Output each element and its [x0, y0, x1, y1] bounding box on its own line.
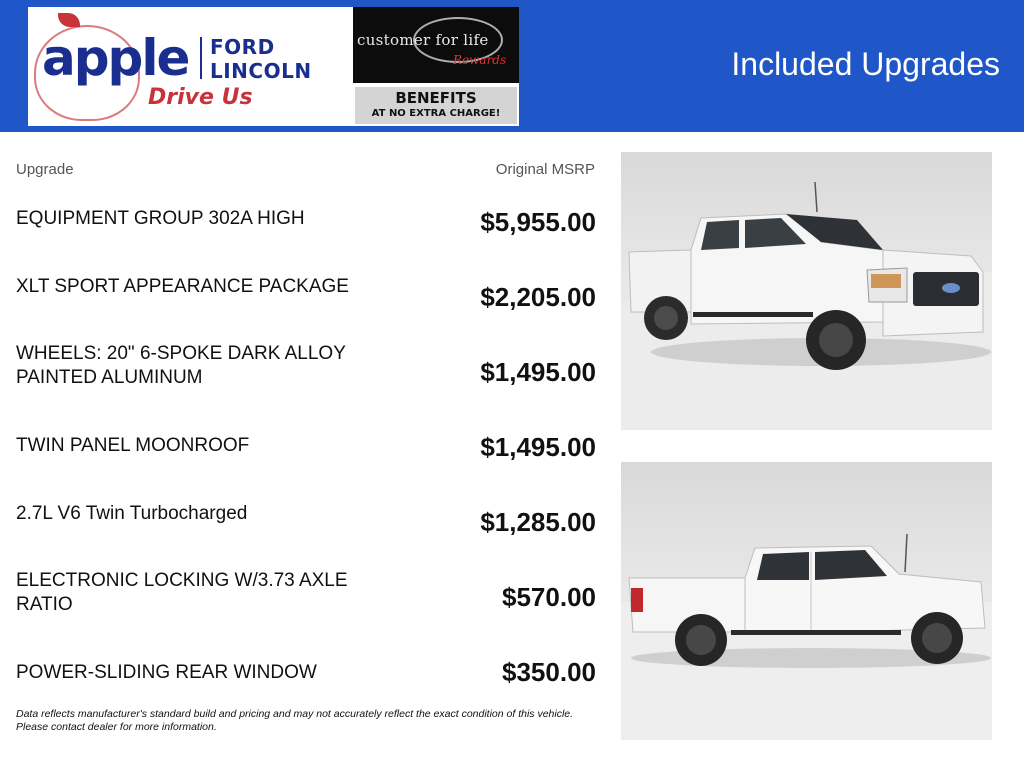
upgrade-row-name: EQUIPMENT GROUP 302A HIGH	[16, 208, 305, 229]
logo-dealer-lines	[210, 35, 312, 83]
cfl-badge-title: customer for life	[357, 31, 489, 49]
cfl-benefits-label: BENEFITS	[395, 89, 477, 107]
customer-for-life-badge	[353, 7, 519, 126]
logo-dealer-line-ford: FORD	[210, 35, 275, 59]
column-header-upgrade: Upgrade	[16, 161, 74, 178]
upgrade-row-price: $5,955.00	[480, 207, 596, 237]
upgrade-row-price: $2,205.00	[480, 282, 596, 312]
disclaimer	[16, 708, 606, 734]
cfl-badge-top	[353, 7, 519, 83]
column-header-msrp: Original MSRP	[495, 161, 595, 178]
cfl-extra-label: AT NO EXTRA CHARGE!	[371, 108, 501, 119]
upgrade-row-name: XLT SPORT APPEARANCE PACKAGE	[16, 276, 349, 297]
upgrade-row-price: $1,285.00	[480, 507, 596, 537]
apple-leaf-icon	[58, 13, 80, 27]
page-header	[0, 0, 1024, 132]
disclaimer-line-1: Data reflects manufacturer's standard build and pricing and may not accurately reflect the exact condition of this vehicle.	[16, 708, 574, 720]
truck-side-icon	[621, 462, 992, 740]
upgrade-row-name: 2.7L V6 Twin Turbocharged	[16, 503, 248, 524]
upgrade-row-price: $570.00	[502, 582, 596, 612]
upgrade-row-price: $350.00	[502, 657, 596, 687]
dealer-logo[interactable]	[28, 7, 353, 126]
upgrade-row-price: $1,495.00	[480, 432, 596, 462]
cfl-badge-script: Rewards	[453, 53, 507, 67]
upgrade-row-name: POWER-SLIDING REAR WINDOW	[16, 662, 317, 683]
logo-dealer-line-lincoln: LINCOLN	[210, 59, 312, 83]
upgrade-row-name: WHEELS: 20" 6-SPOKE DARK ALLOY PAINTED ALUMINUM	[16, 343, 346, 388]
logo-divider	[200, 37, 202, 79]
truck-front-quarter-photo[interactable]	[621, 152, 992, 430]
page-title: Included Upgrades	[731, 46, 1000, 82]
logo-brand: apple	[42, 29, 189, 87]
upgrade-row-price: $1,495.00	[480, 357, 596, 387]
upgrade-row-name: ELECTRONIC LOCKING W/3.73 AXLE RATIO	[16, 570, 348, 615]
truck-side-photo[interactable]	[621, 462, 992, 740]
truck-front-quarter-icon	[621, 152, 992, 430]
cfl-badge-bottom	[355, 87, 517, 124]
logo-tagline: Drive Us	[148, 85, 253, 110]
upgrade-row-name: TWIN PANEL MOONROOF	[16, 435, 250, 456]
disclaimer-line-2: Please contact dealer for more information.	[16, 721, 217, 733]
